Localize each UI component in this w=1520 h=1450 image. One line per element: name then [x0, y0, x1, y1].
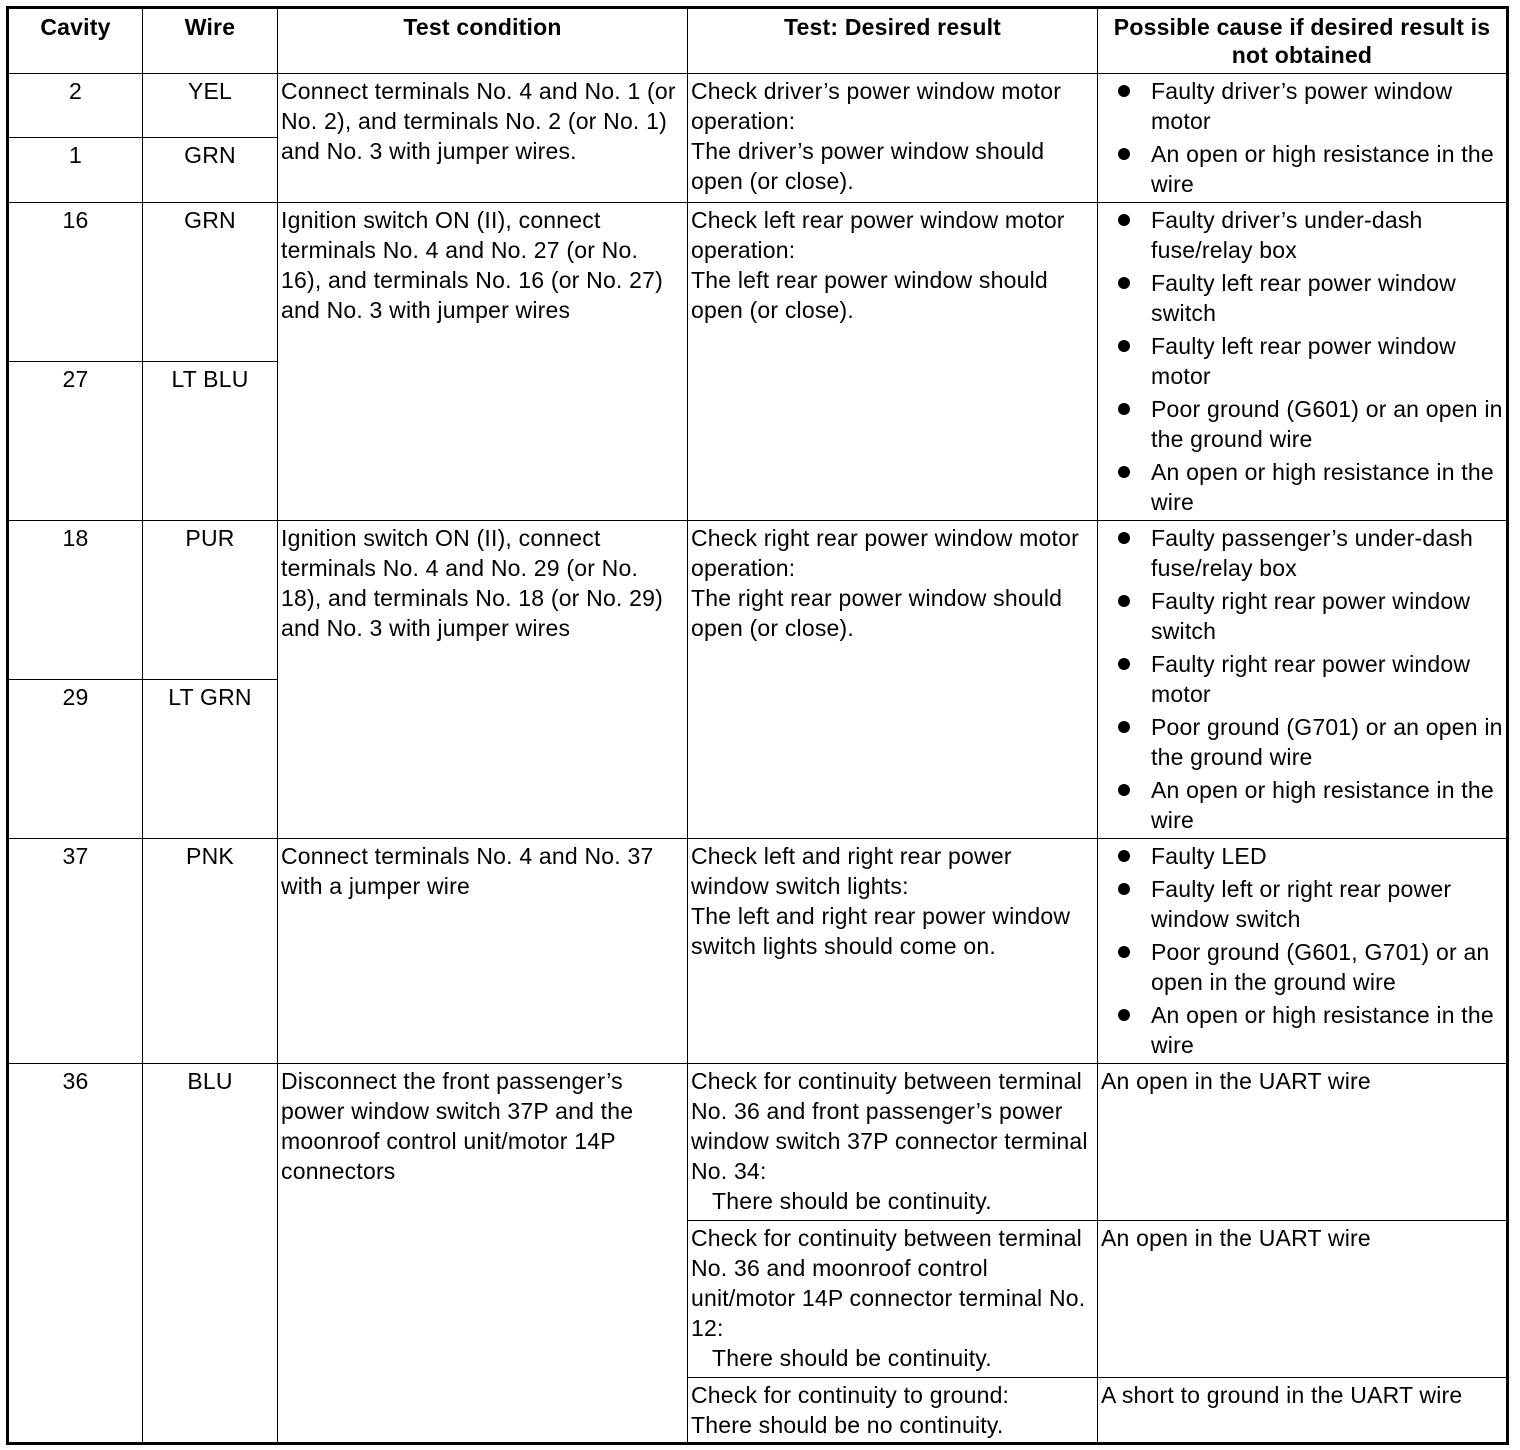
wire-cell: PUR: [143, 521, 278, 680]
cause-text: An open or high resistance in the wire: [1151, 777, 1494, 833]
cavity-cell: 2: [8, 74, 143, 138]
cause-text: Faulty LED: [1151, 843, 1267, 869]
bullet-icon: [1118, 658, 1130, 670]
wire-cell: PNK: [143, 839, 278, 1064]
bullet-icon: [1118, 784, 1130, 796]
header-desired-result: Test: Desired result: [688, 8, 1098, 74]
cause-text: Faulty right rear power window motor: [1151, 651, 1471, 707]
header-wire: Wire: [143, 8, 278, 74]
bullet-icon: [1118, 466, 1130, 478]
table-row: [8, 203, 1508, 362]
possible-cause-cell: An open in the UART wire: [1098, 1221, 1508, 1378]
desired-result-cell: [688, 1064, 1098, 1221]
expect-text: There should be continuity.: [712, 1345, 992, 1371]
check-text: Check for continuity between terminal No. 36 and front passenger’s power window switch 37P connector terminal No. 34:: [691, 1068, 1088, 1184]
cause-text: Poor ground (G701) or an open in the ground wire: [1151, 714, 1503, 770]
bullet-icon: [1118, 850, 1130, 862]
possible-cause-cell: [1098, 203, 1508, 521]
cause-list: [1101, 841, 1503, 1060]
cause-text: Faulty left rear power window switch: [1151, 270, 1456, 326]
desired-result-cell: Check right rear power window motor operation: The right rear power window should open (or close).: [688, 521, 1098, 839]
list-item: [1101, 394, 1503, 454]
test-condition-cell: Disconnect the front passenger’s power window switch 37P and the moonroof control unit/motor 14P connectors: [278, 1064, 688, 1444]
list-item: [1101, 712, 1503, 772]
list-item: [1101, 1000, 1503, 1060]
cause-text: An open or high resistance in the wire: [1151, 141, 1494, 197]
desired-result-cell: Check left and right rear power window switch lights: The left and right rear power window switch lights should come on.: [688, 839, 1098, 1064]
list-item: [1101, 76, 1503, 136]
check-text: Check for continuity between terminal No. 36 and moonroof control unit/motor 14P connector terminal No. 12:: [691, 1225, 1086, 1341]
wire-cell: GRN: [143, 138, 278, 203]
bullet-icon: [1118, 1009, 1130, 1021]
table-row: [8, 1064, 1508, 1221]
table-row: [8, 521, 1508, 680]
desired-result-cell: [688, 1378, 1098, 1444]
cause-list: [1101, 523, 1503, 835]
cavity-cell: 1: [8, 138, 143, 203]
test-condition-cell: Connect terminals No. 4 and No. 1 (or No. 2), and terminals No. 2 (or No. 1) and No. 3 with jumper wires.: [278, 74, 688, 203]
check-text: Check for continuity to ground:: [691, 1382, 1010, 1408]
bullet-icon: [1118, 883, 1130, 895]
cause-text: An open or high resistance in the wire: [1151, 459, 1494, 515]
cause-text: Faulty passenger’s under-dash fuse/relay box: [1151, 525, 1474, 581]
list-item: [1101, 523, 1503, 583]
bullet-icon: [1118, 532, 1130, 544]
bullet-icon: [1118, 403, 1130, 415]
cavity-cell: 29: [8, 680, 143, 839]
bullet-icon: [1118, 214, 1130, 226]
possible-cause-cell: [1098, 74, 1508, 203]
wire-cell: BLU: [143, 1064, 278, 1444]
desired-result-cell: Check left rear power window motor operation: The left rear power window should open (or close).: [688, 203, 1098, 521]
header-row: [8, 8, 1508, 74]
list-item: [1101, 457, 1503, 517]
possible-cause-cell: A short to ground in the UART wire: [1098, 1378, 1508, 1444]
wire-cell: YEL: [143, 74, 278, 138]
cause-text: Faulty driver’s power window motor: [1151, 78, 1453, 134]
list-item: [1101, 775, 1503, 835]
cause-text: Faulty driver’s under-dash fuse/relay box: [1151, 207, 1423, 263]
possible-cause-cell: [1098, 521, 1508, 839]
wire-cell: GRN: [143, 203, 278, 362]
cavity-cell: 36: [8, 1064, 143, 1444]
list-item: [1101, 649, 1503, 709]
list-item: [1101, 586, 1503, 646]
bullet-icon: [1118, 595, 1130, 607]
cause-text: Faulty right rear power window switch: [1151, 588, 1471, 644]
cause-list: [1101, 76, 1503, 199]
list-item: [1101, 874, 1503, 934]
wire-cell: LT BLU: [143, 362, 278, 521]
cause-text: Faulty left rear power window motor: [1151, 333, 1456, 389]
header-test-condition: Test condition: [278, 8, 688, 74]
test-condition-cell: Ignition switch ON (II), connect terminals No. 4 and No. 27 (or No. 16), and terminals No. 16 (or No. 27) and No. 3 with jumper wires: [278, 203, 688, 521]
bullet-icon: [1118, 946, 1130, 958]
table-row: [8, 839, 1508, 1064]
expect-text: There should be continuity.: [712, 1188, 992, 1214]
list-item: [1101, 937, 1503, 997]
cause-text: An open or high resistance in the wire: [1151, 1002, 1494, 1058]
cause-text: Poor ground (G601, G701) or an open in the ground wire: [1151, 939, 1490, 995]
bullet-icon: [1118, 721, 1130, 733]
bullet-icon: [1118, 340, 1130, 352]
table-row: [8, 74, 1508, 138]
bullet-icon: [1118, 148, 1130, 160]
diagnostic-table: [6, 6, 1509, 1445]
list-item: [1101, 268, 1503, 328]
possible-cause-cell: [1098, 839, 1508, 1064]
wire-cell: LT GRN: [143, 680, 278, 839]
cavity-cell: 18: [8, 521, 143, 680]
desired-result-cell: [688, 1221, 1098, 1378]
cause-list: [1101, 205, 1503, 517]
possible-cause-cell: An open in the UART wire: [1098, 1064, 1508, 1221]
test-condition-cell: Connect terminals No. 4 and No. 37 with a jumper wire: [278, 839, 688, 1064]
list-item: [1101, 139, 1503, 199]
desired-result-cell: Check driver’s power window motor operation: The driver’s power window should open (or close).: [688, 74, 1098, 203]
cavity-cell: 37: [8, 839, 143, 1064]
expect-text: There should be no continuity.: [691, 1412, 1004, 1438]
bullet-icon: [1118, 85, 1130, 97]
bullet-icon: [1118, 277, 1130, 289]
header-cavity: Cavity: [8, 8, 143, 74]
cause-text: Poor ground (G601) or an open in the ground wire: [1151, 396, 1503, 452]
header-possible-cause: Possible cause if desired result is not obtained: [1098, 8, 1508, 74]
cause-text: Faulty left or right rear power window switch: [1151, 876, 1452, 932]
cavity-cell: 27: [8, 362, 143, 521]
test-condition-cell: Ignition switch ON (II), connect terminals No. 4 and No. 29 (or No. 18), and terminals No. 18 (or No. 29) and No. 3 with jumper wires: [278, 521, 688, 839]
cavity-cell: 16: [8, 203, 143, 362]
list-item: [1101, 205, 1503, 265]
list-item: [1101, 331, 1503, 391]
list-item: [1101, 841, 1503, 871]
